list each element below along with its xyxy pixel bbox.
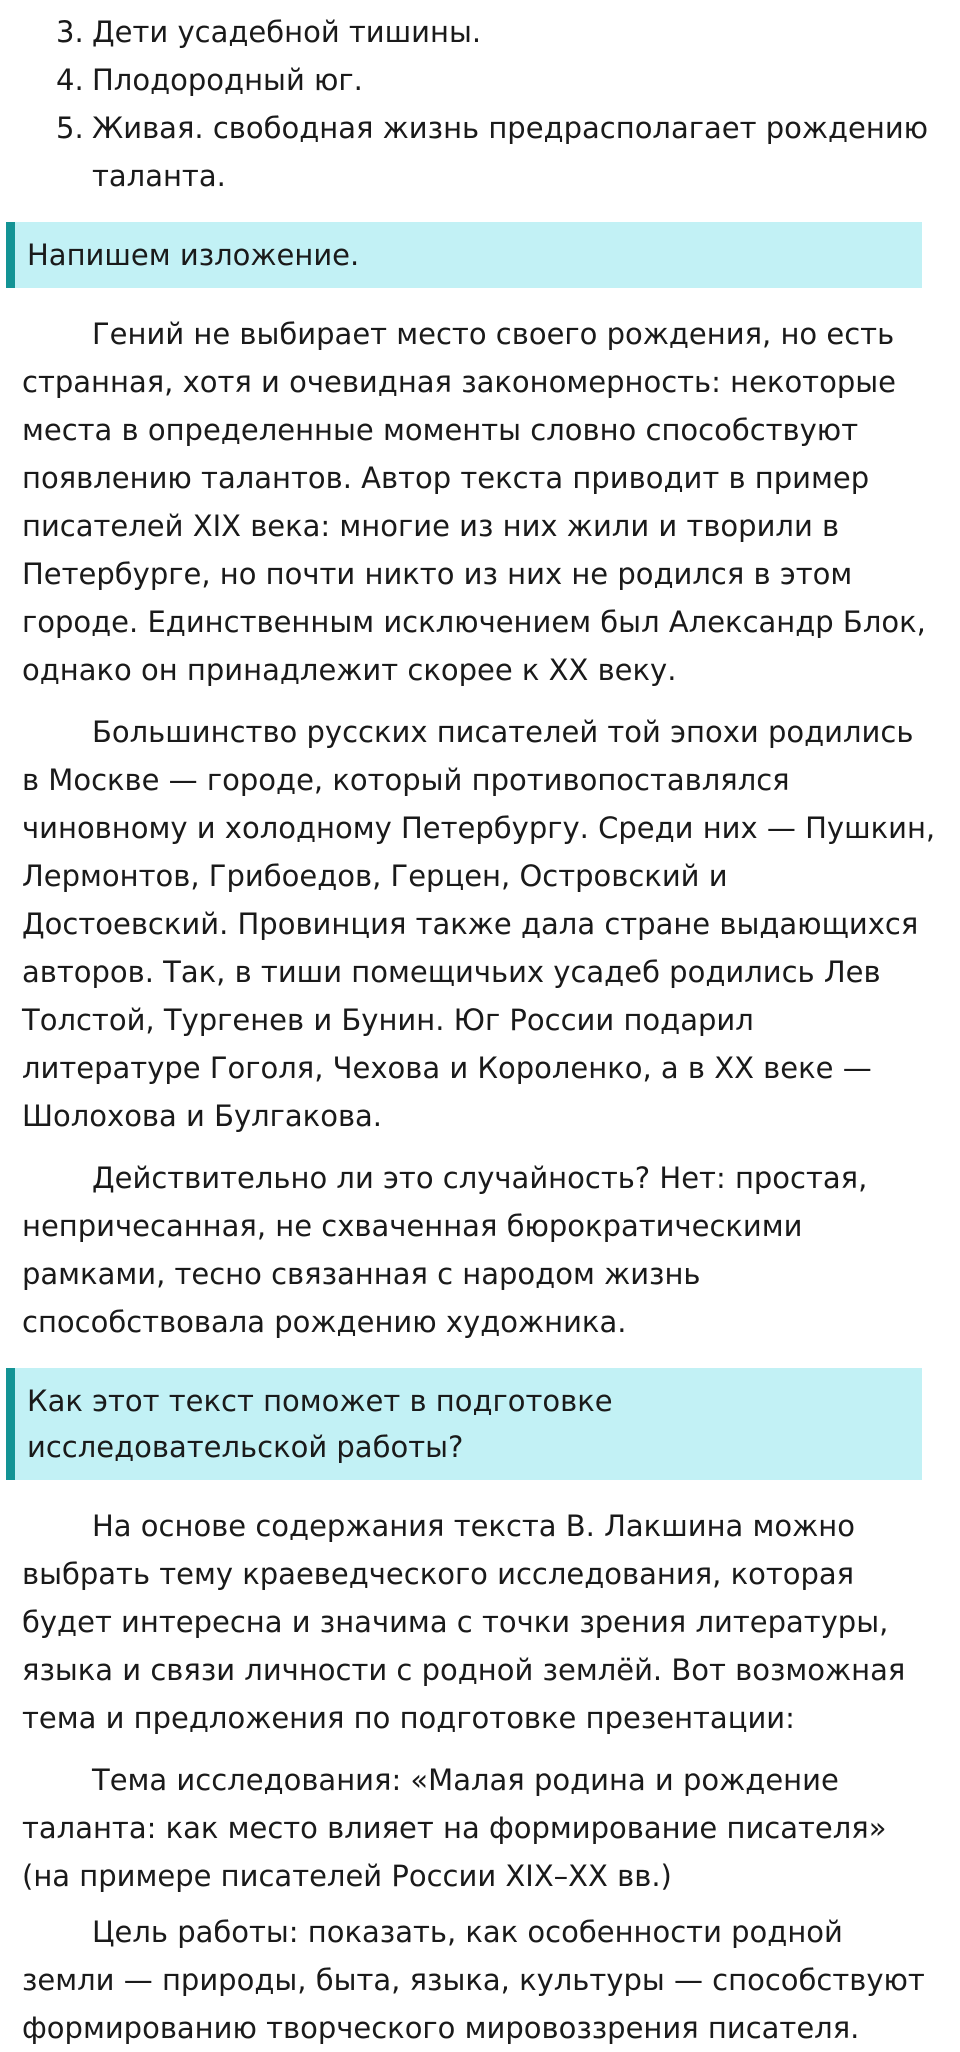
paragraph: Действительно ли это случайность? Нет: простая, непричесанная, не схваченная бюрократическими рамками, тесно связанная с народом жизнь способствовала рождению художника. bbox=[22, 1161, 868, 1339]
section-heading-summary: Напишем изложение. bbox=[6, 222, 922, 288]
paragraph: Гений не выбирает место своего рождения, но есть странная, хотя и очевидная закономерность: некоторые места в определенные моменты словно способствуют появлению талантов. Автор текста приводит в пример писателей XIX века: многие из них жили и творили в Петербурге, но почти никто из них не родился в этом городе. Единственным исключением был Александр Блок, однако он принадлежит скорее к XX веку. bbox=[22, 317, 926, 687]
numbered-list bbox=[0, 8, 960, 200]
list-item: Живая. свободная жизнь предрасполагает рождению таланта. bbox=[92, 111, 929, 193]
paragraph: Тема исследования: «Малая родина и рождение таланта: как место влияет на формирование писателя» (на примере писателей России XIX–XX вв.) bbox=[22, 1763, 887, 1893]
section-heading-research: Как этот текст поможет в подготовке исследовательской работы? bbox=[6, 1368, 922, 1480]
list-item: Дети усадебной тишины. bbox=[92, 15, 482, 49]
list-item: Плодородный юг. bbox=[92, 63, 363, 97]
paragraph: Большинство русских писателей той эпохи родились в Москве — городе, который противопоставлялся чиновному и холодному Петербургу. Среди них — Пушкин, Лермонтов, Грибоедов, Герцен, Островский и Достоевский. Провинция также дала стране выдающихся авторов. Так, в тиши помещичьих усадеб родились Лев Толстой, Тургенев и Бунин. Юг России подарил литературе Гоголя, Чехова и Короленко, а в XX веке — Шолохова и Булгакова. bbox=[22, 715, 936, 1133]
paragraph: Цель работы: показать, как особенности родной земли — природы, быта, языка, культуры — способствуют формированию творческого мировоззрения писателя. bbox=[22, 1915, 925, 2045]
research-body bbox=[0, 1502, 960, 2052]
paragraph: На основе содержания текста В. Лакшина можно выбрать тему краеведческого исследования, которая будет интересна и значима с точки зрения литературы, языка и связи личности с родной землёй. Вот возможная тема и предложения по подготовке презентации: bbox=[22, 1509, 906, 1735]
summary-body bbox=[0, 310, 960, 1346]
